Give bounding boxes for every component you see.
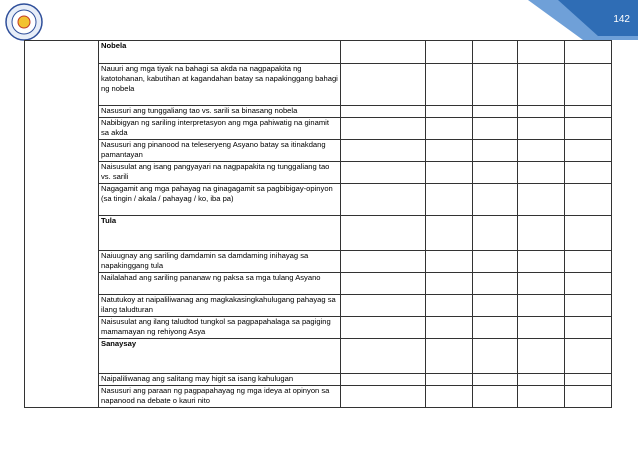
section-heading: Tula (99, 216, 341, 251)
competency-item: Nasusuri ang tunggaliang tao vs. sarili sa binasang nobela (99, 106, 341, 118)
competency-item: Nailalahad ang sariling pananaw ng paksa sa mga tulang Asyano (99, 273, 341, 295)
competency-item: Nagagamit ang mga pahayag na ginagagamit sa pagbibigay-opinyon (sa tingin / akala / pahayag / ko, iba pa) (99, 184, 341, 216)
competency-item: Nauuri ang mga tiyak na bahagi sa akda na nagpapakita ng katotohanan, kabutihan at kagandahan batay sa napakinggang bahagi ng nobela (99, 64, 341, 106)
competency-item: Naiuugnay ang sariling damdamin sa damdaming inihayag sa napakinggang tula (99, 251, 341, 273)
section-heading: Nobela (99, 41, 341, 64)
competency-item: Naisusulat ang ilang taludtod tungkol sa pagpapahalaga sa pagiging mamamayan ng rehiyong Asya (99, 317, 341, 339)
page-number: 142 (613, 14, 630, 25)
competency-item: Natutukoy at naipaliliwanag ang magkakasingkahulugang pahayag sa ilang taludturan (99, 295, 341, 317)
competency-table (24, 40, 612, 408)
competency-item: Nasusuri ang paraan ng pagpapahayag ng mga ideya at opinyon sa napanood na debate o kauri nito (99, 386, 341, 408)
competency-item: Nasusuri ang pinanood na teleseryeng Asyano batay sa itinakdang pamantayan (99, 140, 341, 162)
competency-item: Naisusulat ang isang pangyayari na nagpapakita ng tunggaliang tao vs. sarili (99, 162, 341, 184)
deped-seal-icon (4, 2, 44, 42)
section-heading: Sanaysay (99, 339, 341, 374)
left-blank-column (25, 41, 99, 408)
competency-item: Naipaliliwanag ang salitang may higit sa isang kahulugan (99, 374, 341, 386)
competency-item: Nabibigyan ng sariling interpretasyon ang mga pahiwatig na ginamit sa akda (99, 118, 341, 140)
